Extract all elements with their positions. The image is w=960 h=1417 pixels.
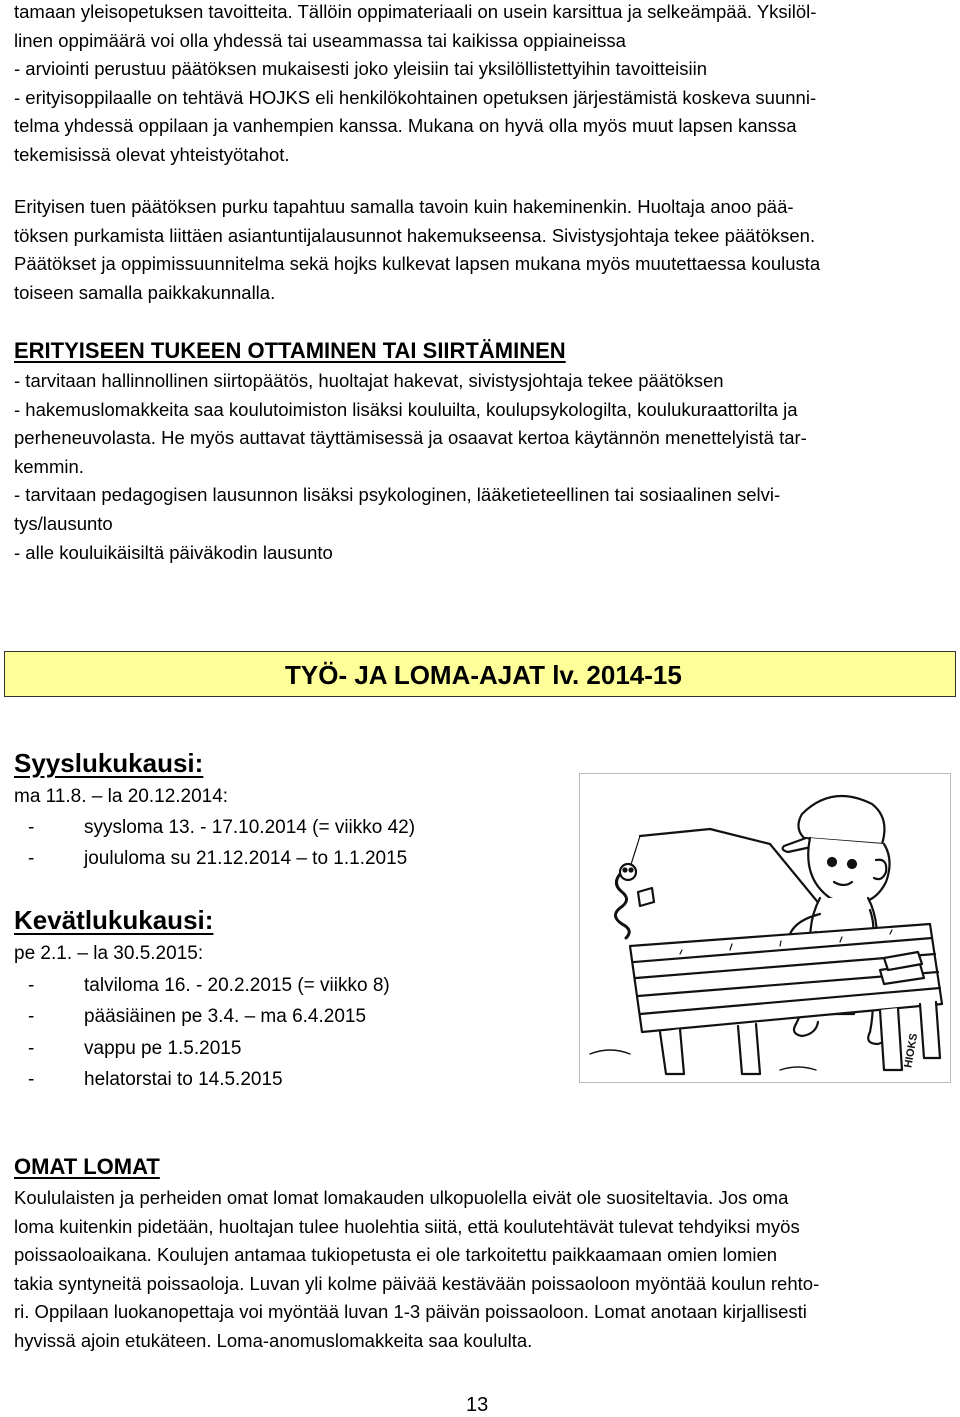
text-line: - hakemuslomakkeita saa koulutoimiston lisäksi kouluilta, koulupsykologilta, koulukuraattorilta ja xyxy=(14,398,798,420)
kevatlukukausi-heading: Kevätlukukausi: xyxy=(14,905,214,935)
list-item xyxy=(14,817,415,839)
dash-bullet: - xyxy=(28,817,35,838)
kevatlukukausi-range: pe 2.1. – la 30.5.2015: xyxy=(14,943,204,964)
dash-bullet: - xyxy=(28,848,35,869)
list-item-text: helatorstai to 14.5.2015 xyxy=(84,1069,283,1090)
text-line: telma yhdessä oppilaan ja vanhempien kanssa. Mukana on hyvä olla myös muut lapsen kanssa xyxy=(14,115,797,137)
list-item xyxy=(14,1069,283,1091)
top-paragraph xyxy=(14,0,816,170)
text-line: - tarvitaan pedagogisen lausunnon lisäksi psykologinen, lääketieteellinen tai sosiaalinen selvi- xyxy=(14,484,781,506)
text-line: perheneuvolasta. He myös auttavat täyttämisessä ja osaavat kertoa käytännön menettelyistä tar- xyxy=(14,427,807,449)
dash-bullet: - xyxy=(28,1069,35,1090)
text-line: hyvissä ajoin etukäteen. Loma-anomuslomakkeita saa koululta. xyxy=(14,1329,533,1351)
text-line: - alle kouluikäisiltä päiväkodin lausunto xyxy=(14,541,333,563)
purku-paragraph xyxy=(14,193,820,307)
text-line: poissaoloaikana. Koulujen antamaa tukiopetusta ei ole tarkoitettu paikkaamaan omien lomien xyxy=(14,1244,778,1266)
list-item-text: pääsiäinen pe 3.4. – ma 6.4.2015 xyxy=(84,1006,367,1027)
page-number: 13 xyxy=(466,1394,489,1416)
list-item-text: vappu pe 1.5.2015 xyxy=(84,1038,242,1059)
syyslukukausi-heading: Syyslukukausi: xyxy=(14,748,204,778)
text-line: - arviointi perustuu päätöksen mukaisesti joko yleisiin tai yksilöllistettyihin tavoitteisiin xyxy=(14,58,708,80)
list-item xyxy=(14,848,407,870)
text-line: tekemisissä olevat yhteistyötahot. xyxy=(14,143,290,165)
text-line: tys/lausunto xyxy=(14,512,113,534)
banner-title: TYÖ- JA LOMA-AJAT lv. 2014-15 xyxy=(285,660,682,690)
text-line: linen oppimäärä voi olla yhdessä tai useammassa tai kaikissa oppiaineissa xyxy=(14,29,626,51)
list-item-text: joululoma su 21.12.2014 – to 1.1.2015 xyxy=(84,848,408,869)
text-line: Koululaisten ja perheiden omat lomat lomakauden ulkopuolella eivät ole suositeltavia. Jos oma xyxy=(14,1187,789,1208)
list-item-text: talviloma 16. - 20.2.2015 (= viikko 8) xyxy=(84,975,390,996)
list-item-text: syysloma 13. - 17.10.2014 (= viikko 42) xyxy=(84,817,416,838)
boy-fishing-on-pier-illustration-icon xyxy=(580,774,950,1082)
title-banner xyxy=(4,651,956,697)
illustration-signature: HIOKS xyxy=(902,1032,921,1069)
dash-bullet: - xyxy=(28,1038,35,1059)
list-item xyxy=(14,1038,241,1060)
omat-lomat-paragraph xyxy=(14,1184,819,1356)
section-heading-siirto: ERITYISEEN TUKEEN OTTAMINEN TAI SIIRTÄMINEN xyxy=(14,338,566,363)
list-item xyxy=(14,1006,366,1028)
boy-fishing-illustration-icon xyxy=(579,773,951,1083)
text-line: toiseen samalla paikkakunnalla. xyxy=(14,281,276,303)
text-line: ri. Oppilaan luokanopettaja voi myöntää luvan 1-3 päivän poissaoloon. Lomat anotaan kirjallisesti xyxy=(14,1301,807,1323)
text-line: loma kuitenkin pidetään, huoltajan tulee huolehtia siitä, että koulutehtävät tulevat tehdyiksi myös xyxy=(14,1215,800,1237)
text-line: - tarvitaan hallinnollinen siirtopäätös, huoltajat hakevat, sivistysjohtaja tekee päätöksen xyxy=(14,370,724,391)
text-line: kemmin. xyxy=(14,455,84,477)
dash-bullet: - xyxy=(28,975,35,996)
syyslukukausi-range: ma 11.8. – la 20.12.2014: xyxy=(14,786,229,807)
text-line: Päätökset ja oppimissuunnitelma sekä hojks kulkevat lapsen mukana myös muutettaessa koulusta xyxy=(14,253,821,275)
dash-bullet: - xyxy=(28,1006,35,1027)
text-line: töksen purkamista liittäen asiantuntijalausunnot hakemukseensa. Sivistysjohtaja tekee päätöksen. xyxy=(14,224,816,246)
siirto-paragraph xyxy=(14,367,807,567)
section-heading-omat-lomat: OMAT LOMAT xyxy=(14,1154,160,1179)
text-line: - erityisoppilaalle on tehtävä HOJKS eli henkilökohtainen opetuksen järjestämistä koskeva suunni- xyxy=(14,86,817,108)
text-line: takia syntyneitä poissaoloja. Luvan yli kolme päivää kestävään poissaoloon myöntää koulun rehto- xyxy=(14,1272,820,1294)
list-item xyxy=(14,975,390,997)
text-line: tamaan yleisopetuksen tavoitteita. Tällöin oppimateriaali on usein karsittua ja selkeämpää. Yksilöl- xyxy=(14,1,817,22)
text-line: Erityisen tuen päätöksen purku tapahtuu samalla tavoin kuin hakeminenkin. Huoltaja anoo pää- xyxy=(14,196,794,217)
